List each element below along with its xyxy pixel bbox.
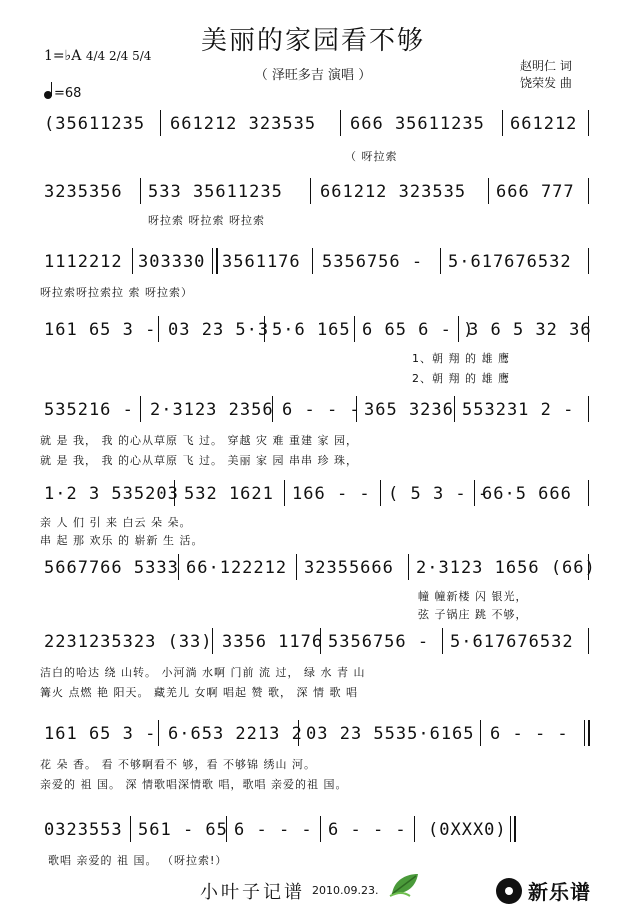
measure: 03 23 5·3 xyxy=(168,320,270,340)
lyric-line: 1、朝 翔 的 雄 鹰 xyxy=(412,352,510,365)
tempo-marking xyxy=(44,86,81,101)
lyric-line: 亲爱的 祖 国。 深 情歌唱深情歌 唱，歌唱 亲爱的祖 国。 xyxy=(40,778,348,791)
measure: 3356 1176 xyxy=(222,632,324,652)
measure: 666 35611235 xyxy=(350,114,485,134)
tempo-value: =68 xyxy=(54,86,82,101)
measure: (35611235 xyxy=(44,114,146,134)
measure: 532 1621 xyxy=(184,484,274,504)
score-row-4 xyxy=(40,320,590,342)
measure: 5356756 - xyxy=(328,632,430,652)
measure: 661212 323535 xyxy=(320,182,467,202)
lyric-line: 呀拉索 呀拉索 呀拉索 xyxy=(148,214,265,227)
measure: 3561176 xyxy=(222,252,301,272)
lyric-line: 2、朝 翔 的 雄 鹰 xyxy=(412,372,510,385)
barline xyxy=(588,628,589,654)
lyric-line: 篝火 点燃 艳 阳天。 藏羌儿 女啊 唱起 赞 歌， 深 情 歌 唱 xyxy=(40,686,358,699)
leaf-icon xyxy=(388,870,422,898)
measure: 661212 xyxy=(510,114,578,134)
measure: 3235356 xyxy=(44,182,123,202)
lyric-line: 就 是 我， 我 的心从草原 飞 过。 美丽 家 园 串串 珍 珠， xyxy=(40,454,358,467)
measure: 2·3123 1656 (66) xyxy=(416,558,596,578)
lyric-line: 弦 子锅庄 跳 不够， xyxy=(418,608,528,621)
measure: 1112212 xyxy=(44,252,123,272)
score-row-2 xyxy=(40,182,590,204)
measure: ( 5 3 - - xyxy=(388,484,490,504)
measure: 5·617676532 xyxy=(448,252,572,272)
barline xyxy=(440,248,441,274)
brand-logo xyxy=(496,876,591,905)
measure: (0XXX0) xyxy=(428,820,507,840)
measure: 32355666 xyxy=(304,558,394,578)
score-row-8 xyxy=(40,632,590,654)
barline xyxy=(454,396,455,422)
measure: 6 - - - xyxy=(328,820,407,840)
barline xyxy=(488,178,489,204)
transcriber-signature: 小叶子记谱 xyxy=(200,882,305,903)
key-accidental: ♭A xyxy=(64,48,82,64)
key-signature xyxy=(44,48,151,64)
barline xyxy=(158,316,159,342)
time-signatures: 4/4 2/4 5/4 xyxy=(85,49,152,63)
song-title: 美丽的家园看不够 xyxy=(200,26,425,56)
barline xyxy=(284,480,285,506)
barline xyxy=(160,110,161,136)
brand-name: 新乐谱 xyxy=(528,880,591,904)
barline xyxy=(340,110,341,136)
quarter-note-icon xyxy=(44,91,52,99)
record-disc-icon xyxy=(496,878,522,904)
transcription-date: 2010.09.23. xyxy=(312,884,379,897)
measure: 166 - - xyxy=(292,484,371,504)
measure: 1·2 3 535203 xyxy=(44,484,179,504)
lyric-line: （ 呀拉索 xyxy=(345,150,398,163)
score-row-1 xyxy=(40,114,590,136)
measure: 6 - - - xyxy=(282,400,361,420)
barline xyxy=(296,554,297,580)
measure: 66·5 666 xyxy=(482,484,572,504)
barline xyxy=(380,480,381,506)
barline xyxy=(132,248,133,274)
measure: 3 6 5 32 36 xyxy=(468,320,592,340)
composer: 饶荣发 曲 xyxy=(520,76,572,90)
credits xyxy=(520,58,572,92)
measure: 661212 323535 xyxy=(170,114,317,134)
score-row-7 xyxy=(40,558,596,580)
barline xyxy=(312,248,313,274)
measure: 5356756 - xyxy=(322,252,424,272)
barline xyxy=(140,178,141,204)
singer-line: （ 泽旺多吉 演唱 ） xyxy=(254,68,372,83)
measure: 6 - - - xyxy=(490,724,569,744)
barline xyxy=(320,816,321,842)
score-row-3 xyxy=(40,252,590,274)
measure: 6 - - - xyxy=(234,820,313,840)
barline xyxy=(588,110,589,136)
measure: 533 35611235 xyxy=(148,182,283,202)
barline xyxy=(588,480,589,506)
key-prefix: 1= xyxy=(44,48,65,64)
barline xyxy=(310,178,311,204)
lyric-line: 亲 人 们 引 来 白云 朵 朵。 xyxy=(40,516,192,529)
lyricist: 赵明仁 词 xyxy=(520,59,572,73)
score-row-9 xyxy=(40,724,590,746)
barline xyxy=(158,720,159,746)
barline xyxy=(130,816,131,842)
barline xyxy=(442,628,443,654)
barline xyxy=(414,816,415,842)
barline xyxy=(588,248,589,274)
measure: 161 65 3 - xyxy=(44,320,157,340)
measure: 5·6 165 xyxy=(272,320,351,340)
measure: 5667766 5333 xyxy=(44,558,179,578)
measure: 365 3236 xyxy=(364,400,454,420)
measure: 303330 xyxy=(138,252,206,272)
barline xyxy=(480,720,481,746)
barline xyxy=(408,554,409,580)
barline xyxy=(588,178,589,204)
score-row-6 xyxy=(40,484,590,506)
measure: 666 777 xyxy=(496,182,575,202)
measure: 2·3123 2356 xyxy=(150,400,274,420)
measure: 6·653 2213 2 xyxy=(168,724,303,744)
measure: 03 23 5535·6165 xyxy=(306,724,475,744)
repeat-barline xyxy=(212,248,218,274)
score-row-10 xyxy=(40,820,590,842)
measure: 161 65 3 - xyxy=(44,724,157,744)
lyric-line: 洁白的哈达 绕 山转。 小河淌 水啊 门前 流 过， 绿 水 青 山 xyxy=(40,666,366,679)
lyric-line: 就 是 我， 我 的心从草原 飞 过。 穿越 灾 难 重建 家 园， xyxy=(40,434,358,447)
barline xyxy=(588,396,589,422)
final-barline xyxy=(510,816,516,842)
repeat-end-barline xyxy=(584,720,590,746)
barline xyxy=(354,316,355,342)
measure: 2231235323 (33) xyxy=(44,632,213,652)
measure: 553231 2 - xyxy=(462,400,575,420)
measure: 561 - 65 xyxy=(138,820,228,840)
lyric-line: 幢 幢新楼 闪 银光， xyxy=(418,590,528,603)
measure: 5·617676532 xyxy=(450,632,574,652)
barline xyxy=(140,396,141,422)
lyric-line: 呀拉索呀拉索拉 索 呀拉索） xyxy=(40,286,193,299)
measure: 6 65 6 - ) xyxy=(362,320,475,340)
lyric-line: 歌唱 亲爱的 祖 国。 （呀拉索!） xyxy=(48,854,228,867)
lyric-line: 串 起 那 欢乐 的 崭新 生 活。 xyxy=(40,534,204,547)
measure: 535216 - xyxy=(44,400,134,420)
measure: 0323553 xyxy=(44,820,123,840)
lyric-line: 花 朵 香。 看 不够啊看不 够，看 不够锦 绣山 河。 xyxy=(40,758,316,771)
score-row-5 xyxy=(40,400,590,422)
barline xyxy=(502,110,503,136)
measure: 66·122212 xyxy=(186,558,288,578)
